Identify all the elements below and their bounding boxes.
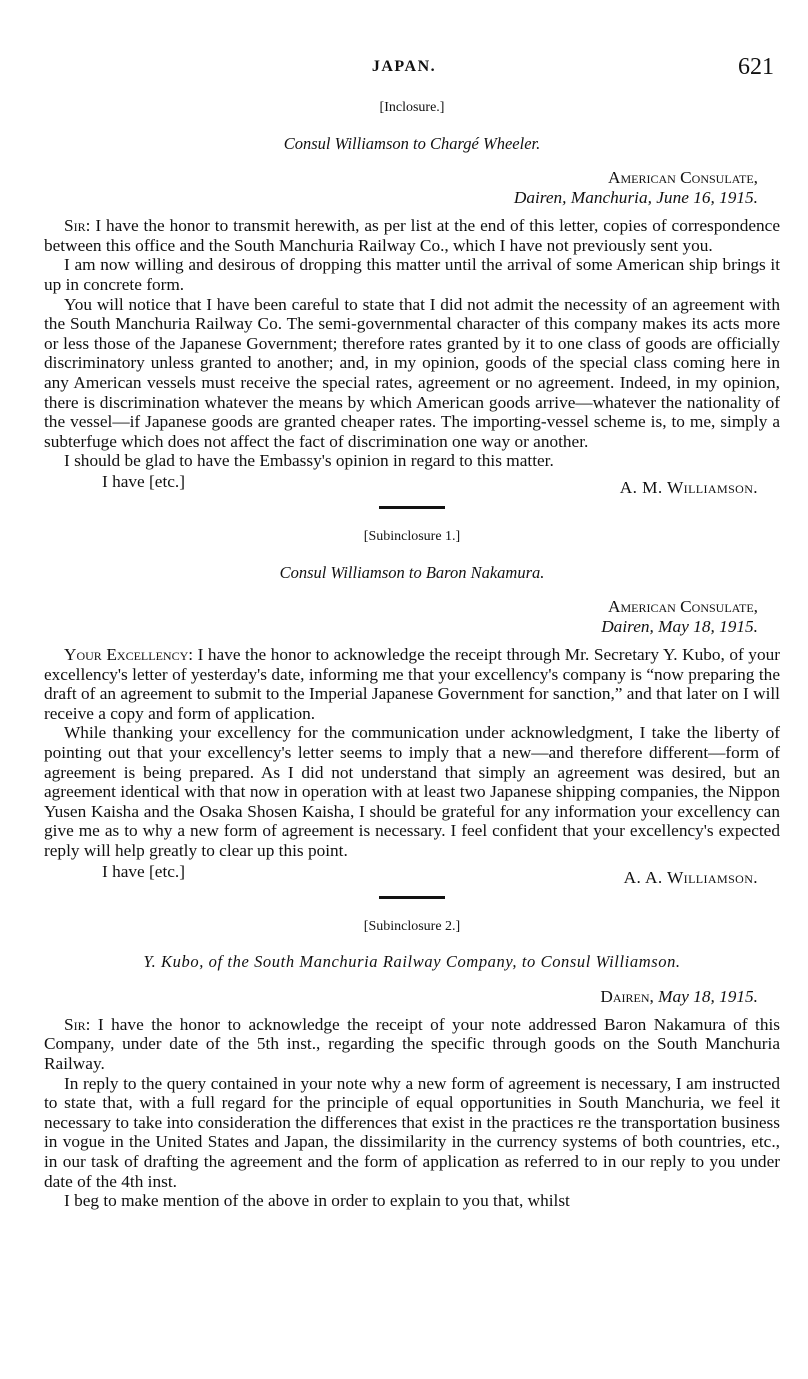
paragraph-text: I have the honor to acknowledge the receipt through Mr. Secretary Y. Kubo, of your excellency's letter of yesterday's date, informing me that your excellency's company is “now preparing the draft of an agreement to submit to the Imperial Japanese Government for sanction,” and that later on I will receive a copy and form of application.: [44, 645, 780, 723]
document-body: [44, 96, 780, 1211]
subinclosure-1-heading: Consul Williamson to Baron Nakamura.: [279, 562, 545, 582]
signature: A. M. Williamson.: [619, 477, 758, 497]
page-number: 621: [738, 54, 774, 80]
subinclosure-2-place: Dairen,: [600, 986, 654, 1006]
subinclosure-1-label: [Subinclosure 1.]: [363, 528, 461, 544]
salutation: Your Excellency:: [64, 645, 194, 665]
paragraph: I am now willing and desirous of dropping this matter until the arrival of some American ship brings it up in concrete form.: [44, 255, 780, 294]
subinclosure-1-org: American Consulate,: [608, 597, 758, 617]
enclosure-org: American Consulate,: [608, 168, 758, 188]
paragraph: [44, 216, 780, 255]
section-divider: [379, 506, 445, 509]
paragraph: I beg to make mention of the above in order to explain to you that, whilst: [64, 1191, 570, 1211]
paragraph: While thanking your excellency for the communication under acknowledgment, I take the liberty of pointing out that your excellency's letter seems to imply that a new—and therefore different—form of agreement is being prepared. As I did not understand that simply an agreement was desired, but an agreement identical with that now in operation with at least two Japanese shipping companies, the Nippon Yusen Kaisha and the Osaka Shosen Kaisha, I should be grateful for any information your excellency can give me as to why a new form of agreement is necessary. I feel confident that your excellency's expected reply will help greatly to clear up this point.: [44, 723, 780, 861]
enclosure-dateline: [44, 168, 780, 208]
running-header: [0, 54, 808, 84]
section-divider: [379, 896, 445, 899]
closing-phrase: I have [etc.]: [102, 861, 185, 881]
subinclosure-2-label: [Subinclosure 2.]: [363, 918, 461, 934]
subinclosure-2-heading: Y. Kubo, of the South Manchuria Railway Company, to Consul Williamson.: [143, 952, 681, 972]
subinclosure-1-letter: [44, 527, 780, 886]
salutation: Sir:: [64, 216, 91, 236]
signature: A. A. Williamson.: [623, 867, 758, 887]
subinclosure-1-closing: [44, 862, 780, 886]
enclosure-closing: [44, 472, 780, 496]
paragraph: [44, 1015, 780, 1074]
paragraph: [44, 645, 780, 723]
closing-phrase: I have [etc.]: [102, 471, 185, 491]
paragraph-text: I have the honor to acknowledge the receipt of your note addressed Baron Nakamura of this Company, under date of the 5th inst., regarding the specific through goods on the South Manchuria Railway.: [44, 1014, 780, 1073]
enclosure-label: [Inclosure.]: [379, 100, 445, 115]
paragraph: You will notice that I have been careful to state that I did not admit the necessity of an agreement with the South Manchuria Railway Co. The semi-governmental character of this company makes its acts more or less those of the Japanese Government; therefore rates granted by it to one class of goods are officially discriminatory unless granted to another; and, in my opinion, goods of the special class coming here in any American vessels must receive the special rates, agreement or no agreement. Indeed, in my opinion, there is discrimination whatever the means by which American goods arrive—whatever the nationality of the vessel—if Japanese goods are granted cheaper rates. The importing-vessel scheme is, to me, simply a subterfuge which does not affect the fact of discrimination one way or another.: [44, 294, 780, 451]
subinclosure-1-place-date: Dairen, May 18, 1915.: [601, 617, 758, 637]
running-title: JAPAN.: [371, 58, 437, 75]
enclosure-heading: Consul Williamson to Chargé Wheeler.: [283, 133, 541, 153]
paragraph: In reply to the query contained in your note why a new form of agreement is necessary, I am instructed to state that, with a full regard for the principle of equal opportunities in South Manchuria, we feel it necessary to take into consideration the differences that exist in the practices re the transportation business in vogue in the United States and Japan, the dissimilarity in the currency systems of both countries, etc., in our task of drafting the agreement and the form of application as referred to in our reply to you under date of the 4th inst.: [44, 1073, 780, 1191]
subinclosure-2-letter: [44, 917, 780, 1211]
salutation: Sir:: [64, 1014, 91, 1034]
paragraph-text: I have the honor to transmit herewith, as per list at the end of this letter, copies of correspondence between this office and the South Manchuria Railway Co., which I have not previously sent you.: [44, 216, 780, 255]
enclosure-place-date: Dairen, Manchuria, June 16, 1915.: [513, 188, 758, 208]
subinclosure-1-dateline: [44, 597, 780, 637]
enclosure-letter: [44, 98, 780, 496]
paragraph: I should be glad to have the Embassy's opinion in regard to this matter.: [64, 451, 554, 471]
subinclosure-2-dateline: [44, 987, 780, 1007]
subinclosure-2-date: May 18, 1915.: [658, 986, 758, 1006]
